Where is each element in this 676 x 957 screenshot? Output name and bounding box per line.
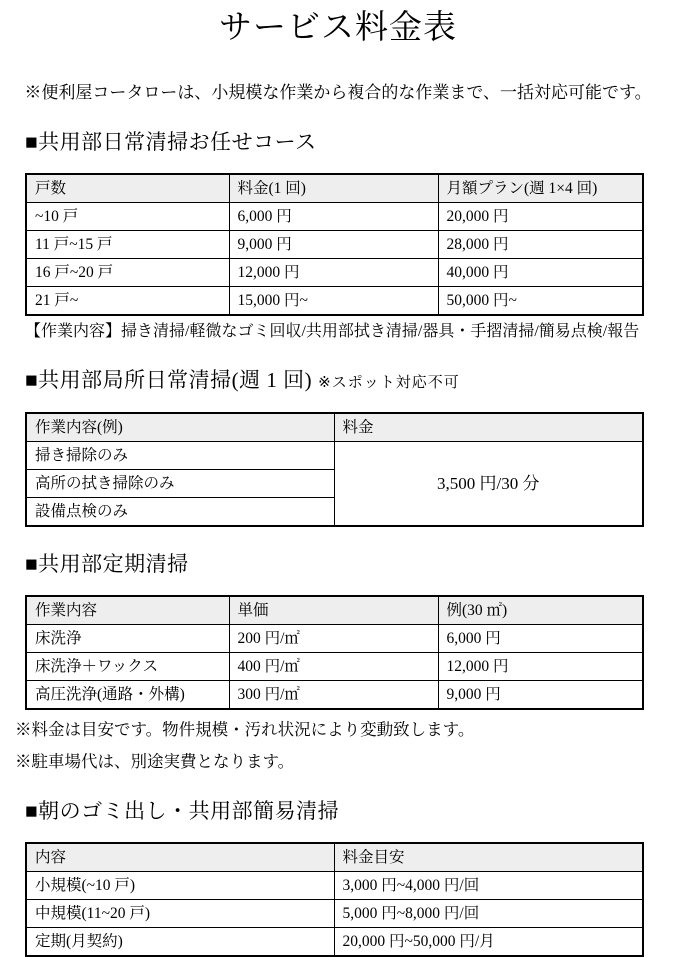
table-cell: ~10 戸 (26, 203, 229, 231)
table-row (26, 680, 643, 709)
table-row (26, 900, 643, 928)
pricing-table-morning-garbage (25, 842, 644, 957)
table-cell: 9,000 円 (438, 680, 643, 709)
table-row (26, 231, 643, 259)
merged-price-cell: 3,500 円/30 分 (334, 441, 643, 526)
table-cell: 高圧洗浄(通路・外構) (26, 680, 229, 709)
table-row (26, 259, 643, 287)
pricing-table-spot-cleaning (25, 412, 644, 527)
table-row (26, 928, 643, 957)
column-header-work-example: 作業内容(例) (26, 413, 334, 442)
table-cell: 11 戸~15 戸 (26, 231, 229, 259)
periodic-cleaning-footnotes (15, 718, 651, 774)
table-cell: 中規模(11~20 戸) (26, 900, 334, 928)
column-header-units: 戸数 (26, 174, 229, 203)
table-cell: 20,000 円 (438, 203, 643, 231)
column-header-unit-price: 単価 (229, 596, 438, 625)
page-title: サービス料金表 (219, 10, 457, 46)
section-heading-text: ■共用部局所日常清掃(週 1 回) (25, 368, 313, 393)
table-row (26, 203, 643, 231)
table-cell: 28,000 円 (438, 231, 643, 259)
table-cell: 6,000 円 (229, 203, 438, 231)
section-heading-spot-cleaning (25, 367, 651, 394)
table-cell: 定期(月契約) (26, 928, 334, 957)
table-cell: 300 円/㎡ (229, 680, 438, 709)
section-heading-morning-garbage: ■朝のゴミ出し・共用部簡易清掃 (25, 798, 340, 823)
pricing-table-periodic-cleaning (25, 595, 644, 710)
column-header-price-per-visit: 料金(1 回) (229, 174, 438, 203)
table-cell: 16 戸~20 戸 (26, 259, 229, 287)
table-cell: 21 戸~ (26, 287, 229, 316)
table-row (26, 441, 643, 469)
pricing-table-daily-cleaning (25, 173, 644, 316)
column-header-price: 料金 (334, 413, 643, 442)
table-row (26, 287, 643, 316)
spot-unavailable-note: ※スポット対応不可 (318, 375, 460, 392)
table-cell: 5,000 円~8,000 円/回 (334, 900, 643, 928)
price-guide-note: ※料金は目安です。物件規模・汚れ状況により変動致します。 (15, 719, 475, 739)
table-row (26, 624, 643, 652)
intro-note: ※便利屋コータローは、小規模な作業から複合的な作業まで、一括対応可能です。 (24, 83, 652, 103)
table-cell: 6,000 円 (438, 624, 643, 652)
table-header-row (26, 596, 643, 625)
table-cell: 設備点検のみ (26, 497, 334, 526)
section-heading-daily-cleaning-course: ■共用部日常清掃お任せコース (25, 130, 317, 155)
table-cell: 50,000 円~ (438, 287, 643, 316)
table-cell: 3,000 円~4,000 円/回 (334, 872, 643, 900)
table-cell: 高所の拭き掃除のみ (26, 469, 334, 497)
table-cell: 12,000 円 (438, 652, 643, 680)
table-cell: 200 円/㎡ (229, 624, 438, 652)
table-cell: 12,000 円 (229, 259, 438, 287)
column-header-monthly-plan: 月額プラン(週 1×4 回) (438, 174, 643, 203)
table-row (26, 652, 643, 680)
section-heading-periodic-cleaning: ■共用部定期清掃 (25, 551, 189, 576)
table-cell: 床洗浄＋ワックス (26, 652, 229, 680)
work-contents-note: 【作業内容】掃き清掃/軽微なゴミ回収/共用部拭き清掃/器具・手摺清掃/簡易点検/報告 (25, 323, 640, 341)
table-cell: 40,000 円 (438, 259, 643, 287)
column-header-example: 例(30 ㎡) (438, 596, 643, 625)
table-header-row (26, 413, 643, 442)
table-header-row (26, 843, 643, 872)
table-cell: 床洗浄 (26, 624, 229, 652)
table-cell: 400 円/㎡ (229, 652, 438, 680)
table-cell: 9,000 円 (229, 231, 438, 259)
column-header-price-guide: 料金目安 (334, 843, 643, 872)
table-cell: 20,000 円~50,000 円/月 (334, 928, 643, 957)
parking-fee-note: ※駐車場代は、別途実費となります。 (15, 751, 295, 771)
table-cell: 小規模(~10 戸) (26, 872, 334, 900)
column-header-work: 作業内容 (26, 596, 229, 625)
table-cell: 掃き掃除のみ (26, 441, 334, 469)
table-cell: 15,000 円~ (229, 287, 438, 316)
table-row (26, 872, 643, 900)
column-header-content: 内容 (26, 843, 334, 872)
table-header-row (26, 174, 643, 203)
